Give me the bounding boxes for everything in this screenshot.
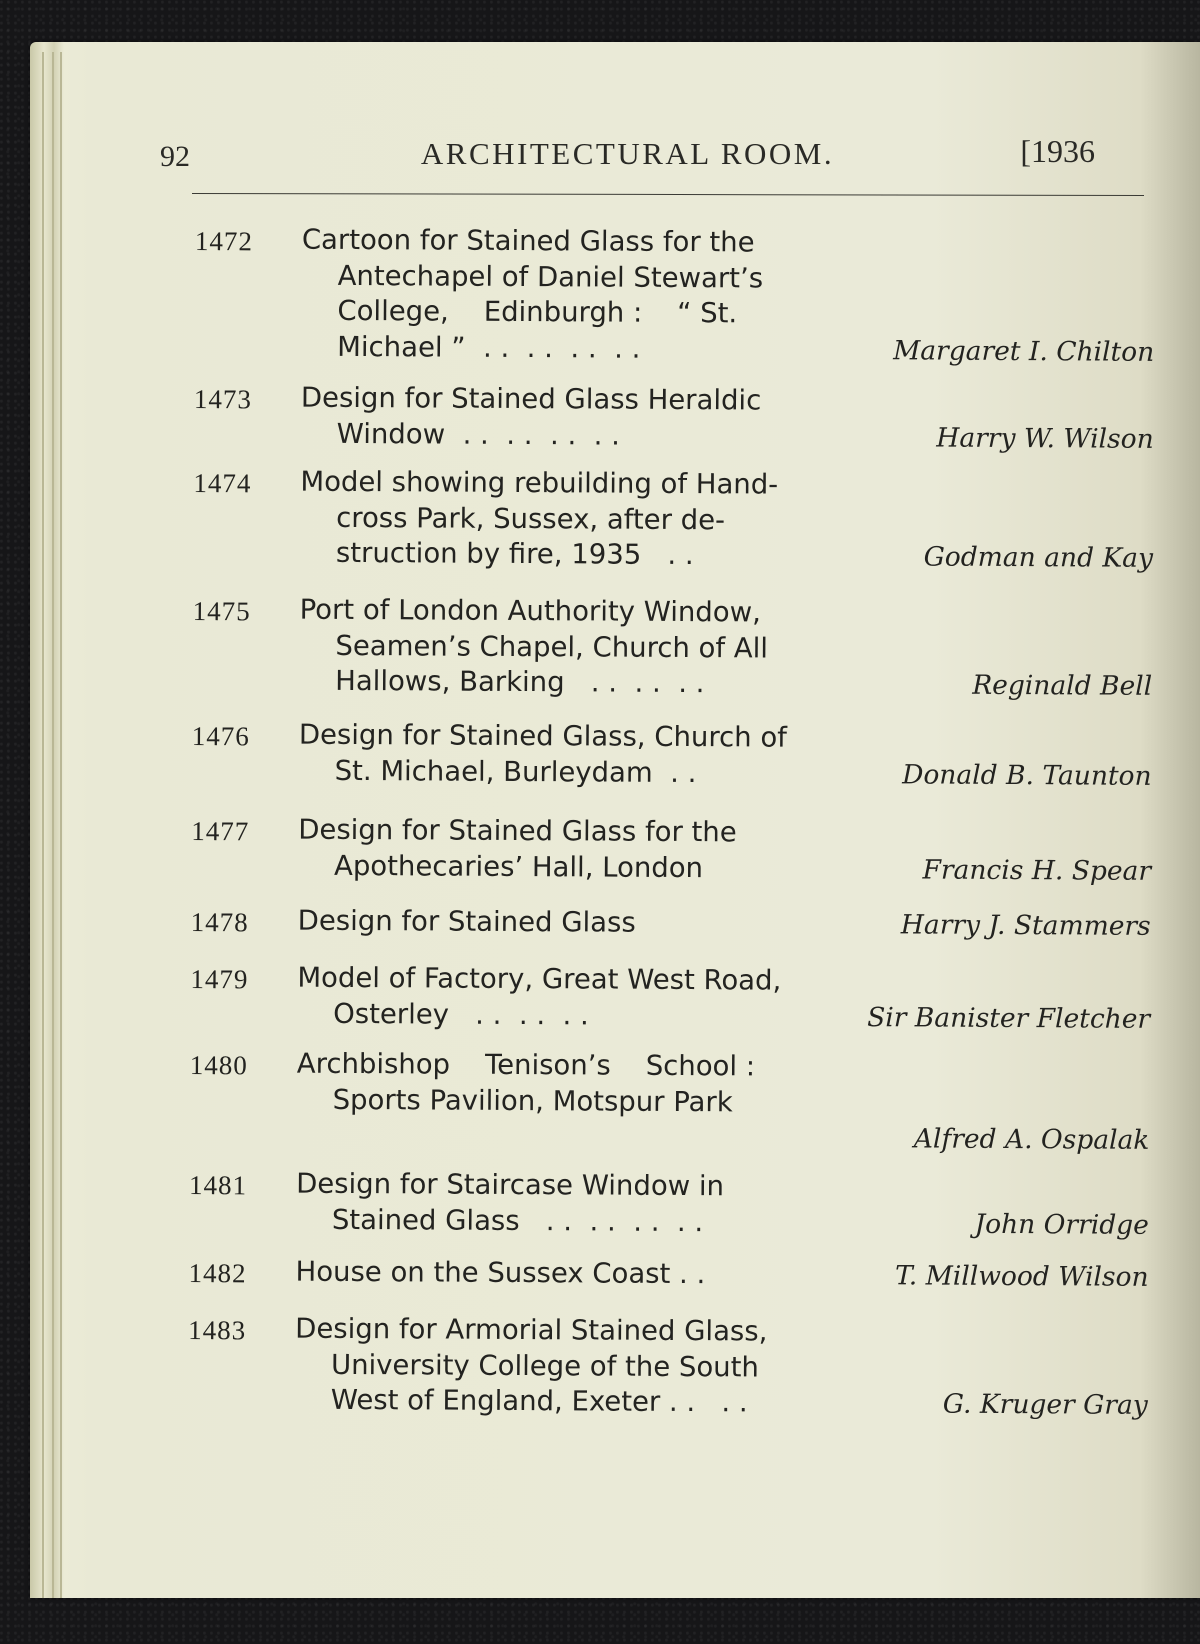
- entry-number: 1473: [193, 383, 253, 415]
- entry-title-line: Apothecaries’ Hall, London: [333, 849, 704, 884]
- entry-title-line: St. Michael, Burleydam . .: [334, 754, 697, 789]
- entry-number: 1478: [190, 906, 249, 938]
- entry-number: 1479: [190, 963, 249, 995]
- entry-title-line: Sports Pavilion, Motspur Park: [332, 1083, 733, 1118]
- entry-title: [296, 1167, 856, 1241]
- entry-title-line: Model of Factory, Great West Road,: [297, 961, 782, 997]
- entry-artist: Sir Banister Fletcher: [867, 1001, 1151, 1035]
- entry-title: [297, 1047, 857, 1121]
- entry-number: 1480: [189, 1049, 248, 1081]
- entry-number: 1476: [191, 720, 250, 752]
- entry-title-line: Michael ” . . . . . . . .: [337, 330, 641, 365]
- entry-artist: Alfred A. Ospalak: [913, 1123, 1150, 1156]
- entry-title-line: Port of London Authority Window,: [299, 593, 761, 629]
- entry-title-line: West of England, Exeter . . . .: [330, 1383, 748, 1419]
- page-edge-line: [60, 52, 62, 1598]
- entry-title-line: Osterley . . . . . .: [333, 997, 589, 1031]
- entry-title-line: Model showing rebuilding of Hand-: [300, 465, 779, 501]
- entry-artist: Margaret I. Chilton: [893, 334, 1155, 368]
- entry-title-line: struction by fire, 1935 . .: [335, 536, 694, 572]
- page-edge-line: [42, 52, 44, 1598]
- entry-title-line: Window . . . . . . . .: [336, 417, 621, 452]
- page-header: [160, 102, 1095, 173]
- entry-artist: T. Millwood Wilson: [894, 1260, 1149, 1293]
- entry-title-line: Hallows, Barking . . . . . .: [335, 664, 705, 700]
- page-number: 92: [160, 140, 190, 173]
- entry-number: 1483: [188, 1314, 247, 1346]
- entry-artist: Reginald Bell: [972, 669, 1153, 702]
- entry-artist: Donald B. Taunton: [902, 758, 1152, 792]
- entry-title-line: Stained Glass . . . . . . . .: [331, 1203, 704, 1238]
- entry-title: [299, 593, 860, 703]
- entry-artist: Godman and Kay: [923, 541, 1154, 574]
- page-edge-line: [52, 52, 54, 1598]
- entry-title-line: House on the Sussex Coast . .: [295, 1255, 706, 1291]
- entry-number: 1472: [194, 225, 253, 257]
- entry-title: [298, 813, 858, 887]
- entry-title-line: Design for Stained Glass Heraldic: [300, 381, 762, 417]
- entry-title: [298, 904, 858, 943]
- entry-title: [299, 718, 859, 792]
- entry-title-line: Seamen’s Chapel, Church of All: [335, 629, 769, 665]
- year-label: [1936: [1020, 133, 1095, 169]
- entry-artist: Harry J. Stammers: [900, 909, 1151, 942]
- entry-artist: Francis H. Spear: [922, 853, 1152, 887]
- entry-title: [300, 465, 861, 575]
- running-title: ARCHITECTURAL ROOM.: [420, 136, 835, 171]
- entry-title-line: cross Park, Sussex, after de-: [336, 501, 726, 536]
- entry-number: 1482: [188, 1257, 247, 1289]
- entry-artist: G. Kruger Gray: [942, 1388, 1148, 1421]
- entry-number: 1481: [189, 1169, 248, 1201]
- entry-title-line: Design for Stained Glass, Church of: [298, 718, 787, 754]
- entry-title-line: Cartoon for Stained Glass for the: [301, 223, 755, 259]
- entry-number: 1474: [193, 467, 252, 499]
- entry-title: [295, 1255, 855, 1294]
- entry-artist: John Orridge: [974, 1208, 1149, 1241]
- entry-title-line: University College of the South: [330, 1348, 759, 1383]
- entry-title-line: Design for Stained Glass for the: [298, 813, 737, 849]
- entry-title-line: Archbishop Tenison’s School :: [296, 1047, 756, 1083]
- entry-number: 1475: [192, 595, 251, 627]
- entry-title-line: Design for Armorial Stained Glass,: [295, 1312, 768, 1348]
- entry-title: [301, 381, 861, 455]
- entry-title-line: Design for Staircase Window in: [296, 1167, 725, 1203]
- entry-title: [297, 961, 857, 1035]
- entry-title-line: College, Edinburgh : “ St.: [337, 294, 738, 330]
- entry-title-line: Design for Stained Glass: [297, 904, 636, 939]
- entry-title-line: Antechapel of Daniel Stewart’s: [337, 259, 764, 294]
- entry-artist: Harry W. Wilson: [936, 422, 1154, 455]
- entry-number: 1477: [191, 815, 250, 847]
- entry-title: [301, 223, 862, 368]
- entry-title: [295, 1312, 856, 1422]
